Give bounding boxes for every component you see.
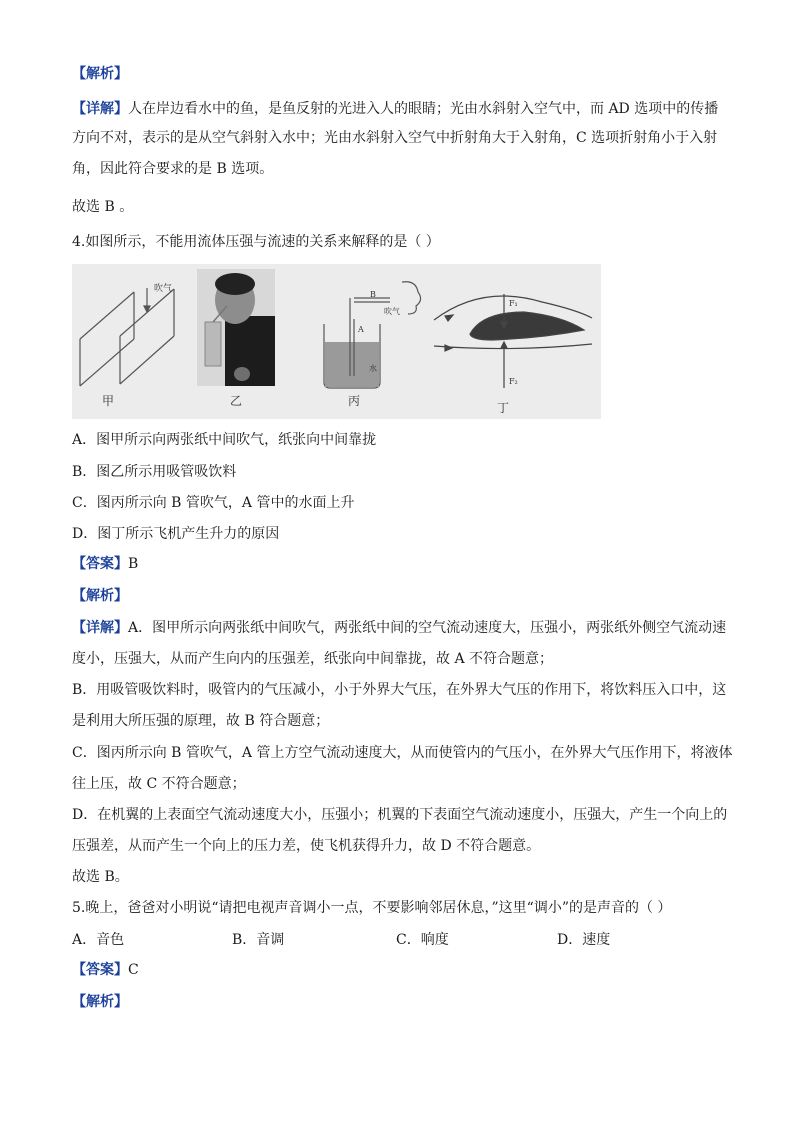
question-4-option-b: B．图乙所示用吸管吸饮料: [72, 464, 237, 480]
question-4-stem: 4.如图所示，不能用流体压强与流速的关系来解释的是（ ）: [72, 234, 440, 250]
detail-line: 度小，压强大，从而产生向内的压强差，纸张向中间靠拢，故 A 不符合题意；: [72, 651, 554, 667]
detail-line: 方向不对，表示的是从空气斜射入水中；光由水斜射入空气中折射角大于入射角，C 选项折射角小于入射: [72, 130, 718, 146]
conclusion-text: 故选 B。: [72, 869, 129, 885]
figure-ding-airfoil: [434, 294, 592, 388]
analysis-tag: 【解析】: [72, 66, 128, 82]
detail-line: 是利用大所压强的原理，故 B 符合题意；: [72, 713, 330, 729]
figure-jia-paper-sheets: [80, 288, 174, 386]
figure-bing-blow-label: 吹气: [384, 307, 400, 316]
detail-text: 人在岸边看水中的鱼，是鱼反射的光进入人的眼睛；光由水斜射入空气中，而 AD 选项中的传播: [128, 101, 719, 117]
figure-yi-photo: [197, 269, 275, 386]
figure-bing-tube-a: A: [358, 325, 364, 334]
detail-line: [72, 618, 732, 638]
answer-tag: 【答案】: [72, 962, 128, 978]
answer-line: [72, 554, 732, 574]
question-5-option-b: B．音调: [232, 932, 285, 948]
question-4-option-c: C．图丙所示向 B 管吹气，A 管中的水面上升: [72, 495, 355, 511]
question-4-option-a: A．图甲所示向两张纸中间吹气，纸张向中间靠拢: [72, 432, 377, 448]
detail-line: 角，因此符合要求的是 B 选项。: [72, 161, 274, 177]
figure-jia-label: 甲: [102, 394, 115, 408]
answer-value: C: [128, 962, 139, 978]
question-5-option-d: D．速度: [557, 932, 611, 948]
figure-bing-tube-b: B: [370, 290, 376, 299]
detail-line: 压强差，从而产生一个向上的压力差，使飞机获得升力，故 D 不符合题意。: [72, 838, 541, 854]
question-5-option-a: A．音色: [72, 932, 125, 948]
detail-text: A．图甲所示向两张纸中间吹气，两张纸中间的空气流动速度大，压强小，两张纸外侧空气流动速: [128, 620, 727, 636]
detail-line: [72, 99, 732, 119]
analysis-tag: 【解析】: [72, 588, 128, 604]
figure-ding-f2: F₂: [509, 377, 518, 386]
figure-ding-f1: F₁: [509, 299, 518, 308]
figure-bing-label: 丙: [348, 394, 361, 408]
detail-line: B．用吸管吸饮料时，吸管内的气压减小，小于外界大气压，在外界大气压的作用下，将饮料压入口中，这: [72, 682, 727, 698]
figure-ding-label: 丁: [497, 401, 510, 415]
answer-line: [72, 960, 732, 980]
question-5-option-c: C．响度: [396, 932, 449, 948]
analysis-tag: 【解析】: [72, 994, 128, 1010]
detail-tag: 【详解】: [72, 101, 128, 117]
figure-illustration: [72, 264, 601, 419]
figure-yi-label: 乙: [230, 394, 243, 408]
answer-tag: 【答案】: [72, 556, 128, 572]
detail-line: D．在机翼的上表面空气流动速度大小，压强小；机翼的下表面空气流动速度小，压强大，产生一个向上的: [72, 807, 728, 823]
detail-tag: 【详解】: [72, 620, 128, 636]
figure-bing-water-label: 水: [369, 364, 377, 373]
answer-value: B: [128, 556, 139, 572]
question-5-stem: 5.晚上，爸爸对小明说“请把电视声音调小一点，不要影响邻居休息，”这里“调小”的是声音的（ ）: [72, 900, 672, 916]
detail-line: C．图丙所示向 B 管吹气，A 管上方空气流动速度大，从而使管内的气压小，在外界大气压作用下，将液体: [72, 745, 733, 761]
conclusion-text: 故选 B 。: [72, 199, 134, 215]
detail-line: 往上压，故 C 不符合题意；: [72, 776, 246, 792]
question-4-figure: [72, 264, 601, 419]
figure-jia-blow-label: 吹气: [154, 284, 173, 294]
question-4-option-d: D．图丁所示飞机产生升力的原因: [72, 526, 280, 542]
